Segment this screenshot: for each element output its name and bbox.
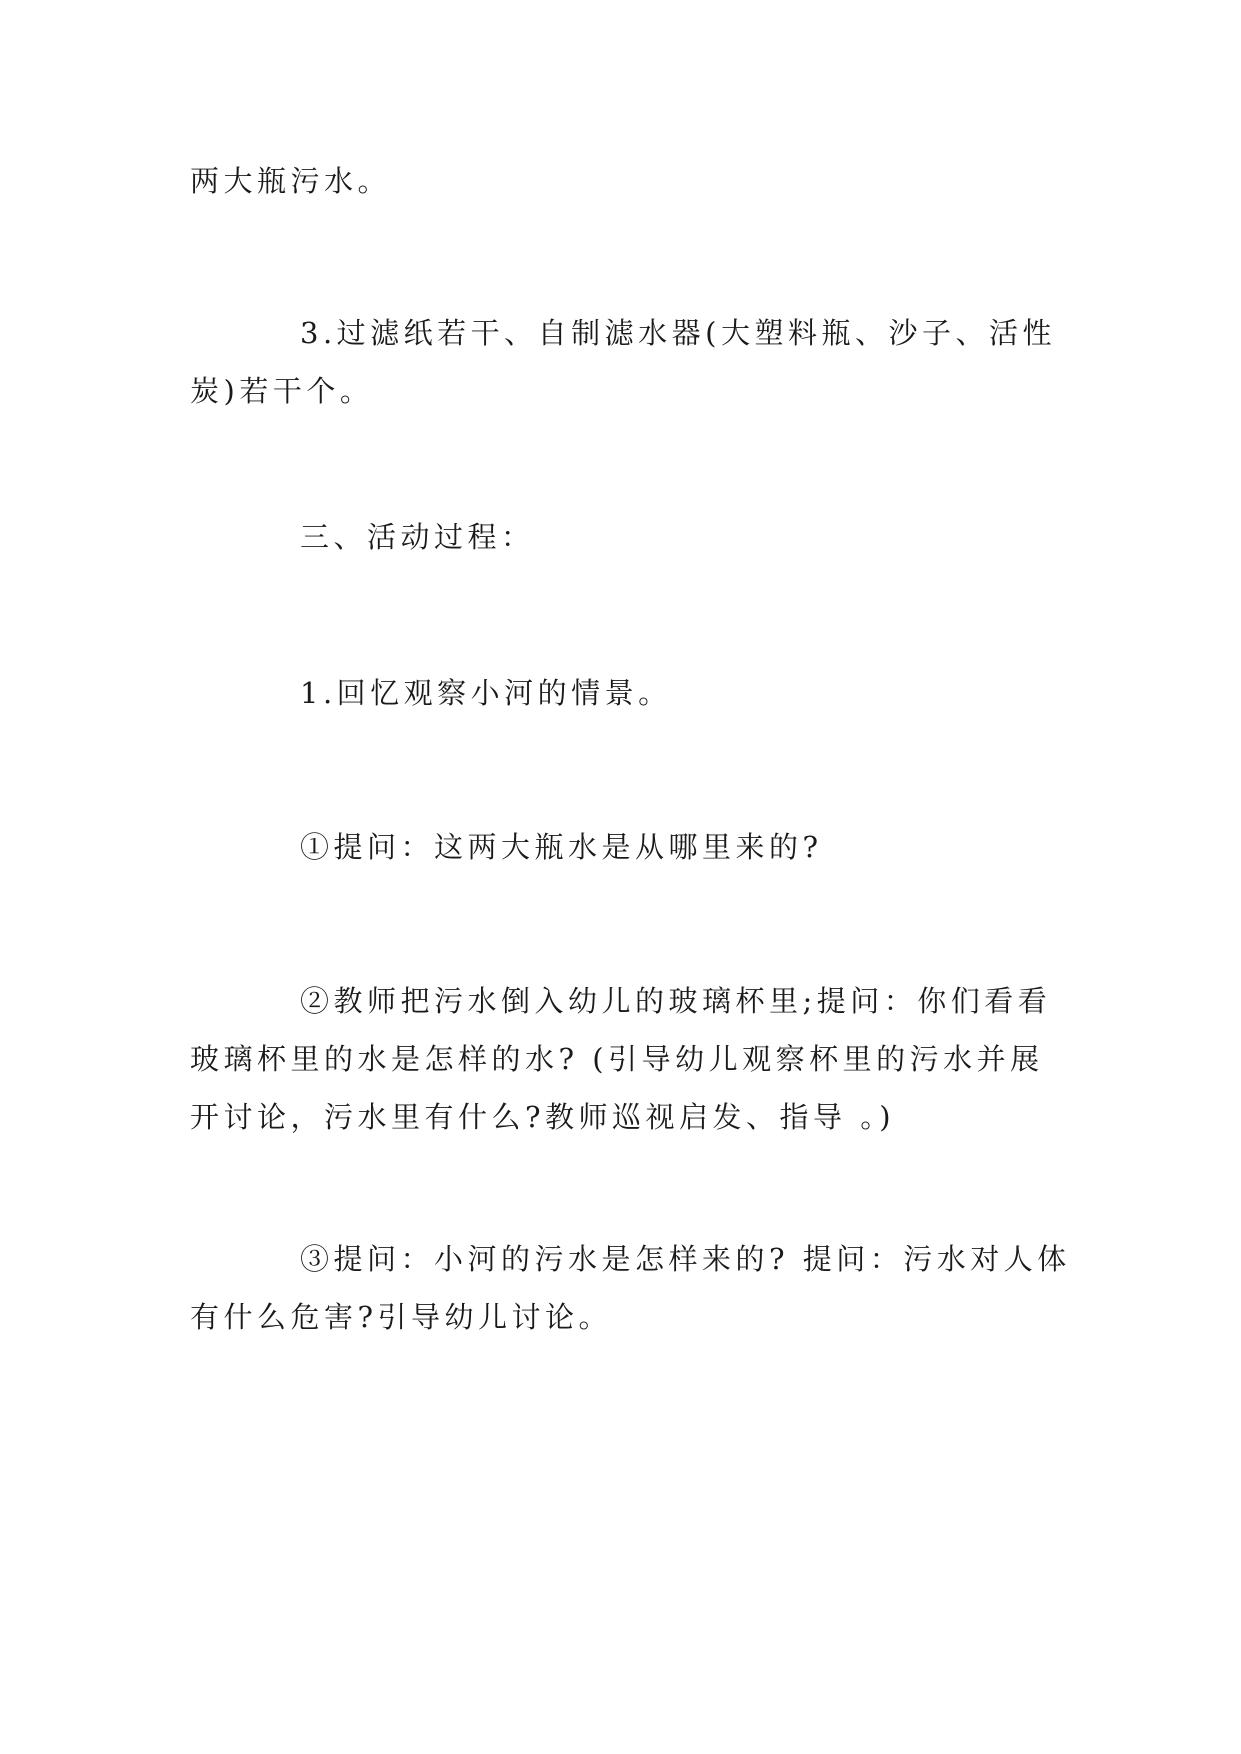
- text-line: 3.过滤纸若干、自制滤水器(大塑料瓶、沙子、活性: [300, 316, 1056, 350]
- text-line: 开讨论，污水里有什么?教师巡视启发、指导 。): [190, 1100, 896, 1134]
- text-line: ②教师把污水倒入幼儿的玻璃杯里;提问：你们看看: [300, 984, 1052, 1018]
- text-line: ③提问：小河的污水是怎样来的? 提问：污水对人体: [300, 1242, 1071, 1276]
- text-line: 三、活动过程：: [300, 520, 535, 554]
- text-line: 有什么危害?引导幼儿讨论。: [190, 1300, 613, 1334]
- text-line: 两大瓶污水。: [190, 164, 392, 198]
- paragraph-question-1: [190, 818, 1052, 876]
- paragraph-filter-materials: [190, 304, 1056, 420]
- paragraph-question-2: [190, 972, 1052, 1146]
- paragraph-recall-river: [190, 664, 1052, 722]
- section-heading-activity-process: [190, 508, 1052, 566]
- text-line: ①提问：这两大瓶水是从哪里来的?: [300, 830, 823, 864]
- paragraph-dirty-water-bottles: [190, 152, 1052, 210]
- text-line: 1.回忆观察小河的情景。: [300, 676, 672, 710]
- text-line: 玻璃杯里的水是怎样的水? (引导幼儿观察杯里的污水并展: [190, 1042, 1044, 1076]
- paragraph-question-3: [190, 1230, 1071, 1346]
- text-line: 炭)若干个。: [190, 374, 374, 408]
